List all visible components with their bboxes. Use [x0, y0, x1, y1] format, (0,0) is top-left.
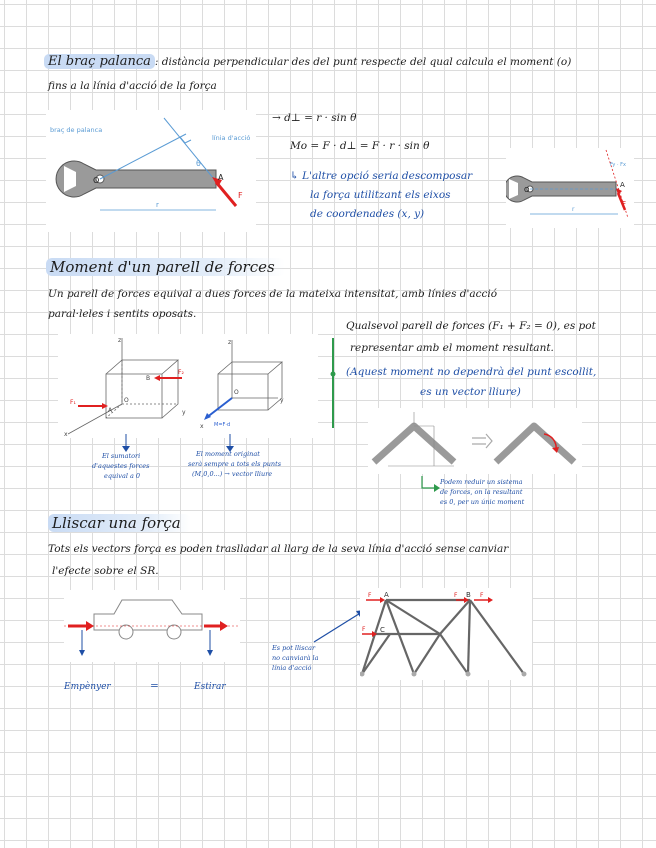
- fig2-label-O: O: [524, 186, 530, 194]
- truss-label-F2: F: [454, 592, 458, 599]
- cube-label-x1: x: [64, 431, 68, 438]
- fig2-label-A: A: [620, 181, 625, 189]
- truss-figure: [360, 588, 532, 680]
- truss-label-F4: F: [362, 626, 366, 633]
- slide-definition-2: l'efecte sobre el SR.: [52, 565, 159, 577]
- fig1-label-r: r: [156, 201, 159, 209]
- fig1-label-A: A: [218, 173, 224, 182]
- fig1-label-arm: braç de palanca: [50, 126, 103, 134]
- fig1-label-line: línia d'acció: [212, 134, 251, 142]
- truss-label-B: B: [466, 591, 471, 599]
- couple-right-text-2: representar amb el moment resultant.: [350, 342, 554, 354]
- couple-right-blue-2: es un vector lliure): [420, 386, 521, 398]
- cube-label-z1: z: [118, 337, 122, 344]
- green-caption-arrow: [418, 476, 442, 496]
- label-equals: =: [150, 680, 159, 692]
- caption-left-3: equival a 0: [104, 472, 141, 480]
- wrench-components-figure: [506, 148, 634, 228]
- caption-mid-3: (M,0,0...) → vector lliure: [192, 470, 273, 478]
- caption-right-2: de forces, on la resultant: [440, 488, 523, 496]
- couple-right-blue-1: (Aquest moment no dependrà del punt escollit,: [346, 366, 597, 378]
- caption-left-2: d'aquestes forces: [92, 462, 150, 470]
- fig1-label-O: O: [93, 176, 100, 185]
- braç-palanca-definition: : distància perpendicular des del punt respecte del qual calcula el moment (o): [154, 56, 572, 68]
- caption-right-1: Podem reduir un sistema: [440, 478, 523, 486]
- cube-label-A: A: [108, 407, 113, 414]
- slide-definition-1: Tots els vectors força es poden traslladar al llarg de la seva línia d'acció sense canviar: [48, 543, 509, 555]
- couple-right-text-1: Qualsevol parell de forces (F₁ + F₂ = 0), es pot: [346, 320, 596, 332]
- cube-label-z2: z: [228, 339, 232, 346]
- cube-label-O1: O: [124, 397, 129, 404]
- slide-note-1: Es pot lliscar: [272, 644, 316, 652]
- cube-label-F2: F₂: [178, 369, 184, 376]
- caption-mid-2: serà sempre a tots els punts: [188, 460, 282, 468]
- couple-definition-1: Un parell de forces equival a dues forces de la mateixa intensitat, amb línies d'acció: [48, 288, 498, 300]
- caption-arrows: [58, 434, 318, 454]
- slide-note-3: línia d'acció: [272, 664, 312, 672]
- truss-label-A: A: [384, 591, 389, 599]
- slide-note-2: no canviarà la: [272, 654, 319, 662]
- car-push-pull-figure: [64, 590, 240, 662]
- fig2-label-r: r: [572, 206, 575, 213]
- braç-palanca-definition-line-1: [44, 54, 571, 69]
- truss-label-F1: F: [368, 592, 372, 599]
- couple-cubes-figure: [58, 334, 318, 438]
- cube-label-y2: y: [280, 397, 284, 404]
- section-heading-slide: Lliscar una força: [48, 514, 191, 532]
- couple-beam-figure: [368, 408, 582, 474]
- note-decompose-3: de coordenades (x, y): [310, 208, 425, 220]
- cube-label-B: B: [146, 375, 151, 382]
- label-pull: Estirar: [194, 682, 226, 692]
- label-push: Empènyer: [64, 682, 111, 692]
- note-decompose-2: la força utilitzant els eixos: [310, 189, 451, 201]
- caption-left-1: El sumatori: [102, 452, 141, 460]
- cube-label-x2: x: [200, 423, 204, 430]
- truss-label-F3: F: [480, 592, 484, 599]
- green-divider: [328, 338, 338, 430]
- cube-label-M: M=F·d: [214, 422, 231, 428]
- caption-mid-1: El moment originat: [196, 450, 260, 458]
- caption-right-3: es 0, per un únic moment: [440, 498, 525, 506]
- wrench-lever-arm-figure: [46, 110, 256, 232]
- note-decompose-1: ↳ L'altre opció seria descomposar: [290, 170, 473, 182]
- truss-label-C: C: [380, 626, 385, 634]
- equation-moment: Mo = F · d⊥ = F · r · sin θ: [290, 140, 430, 152]
- fig1-label-theta: θ: [196, 159, 201, 168]
- couple-definition-2: paral·leles i sentits oposats.: [48, 308, 197, 320]
- section-heading-couple: Moment d'un parell de forces: [46, 258, 285, 276]
- fig2-label-Fy: Fy · Fx: [610, 162, 626, 168]
- fig1-label-F: F: [238, 191, 243, 200]
- equation-d-perp: → d⊥ = r · sin θ: [272, 112, 357, 124]
- braç-palanca-definition-line-2: fins a la línia d'acció de la força: [48, 80, 217, 92]
- braç-palanca-term: El braç palanca: [44, 54, 155, 69]
- cube-label-O2: O: [234, 389, 239, 396]
- cube-label-y1: y: [182, 409, 186, 416]
- cube-label-F1: F₁: [70, 399, 76, 406]
- fig2-label-F: F: [622, 200, 627, 208]
